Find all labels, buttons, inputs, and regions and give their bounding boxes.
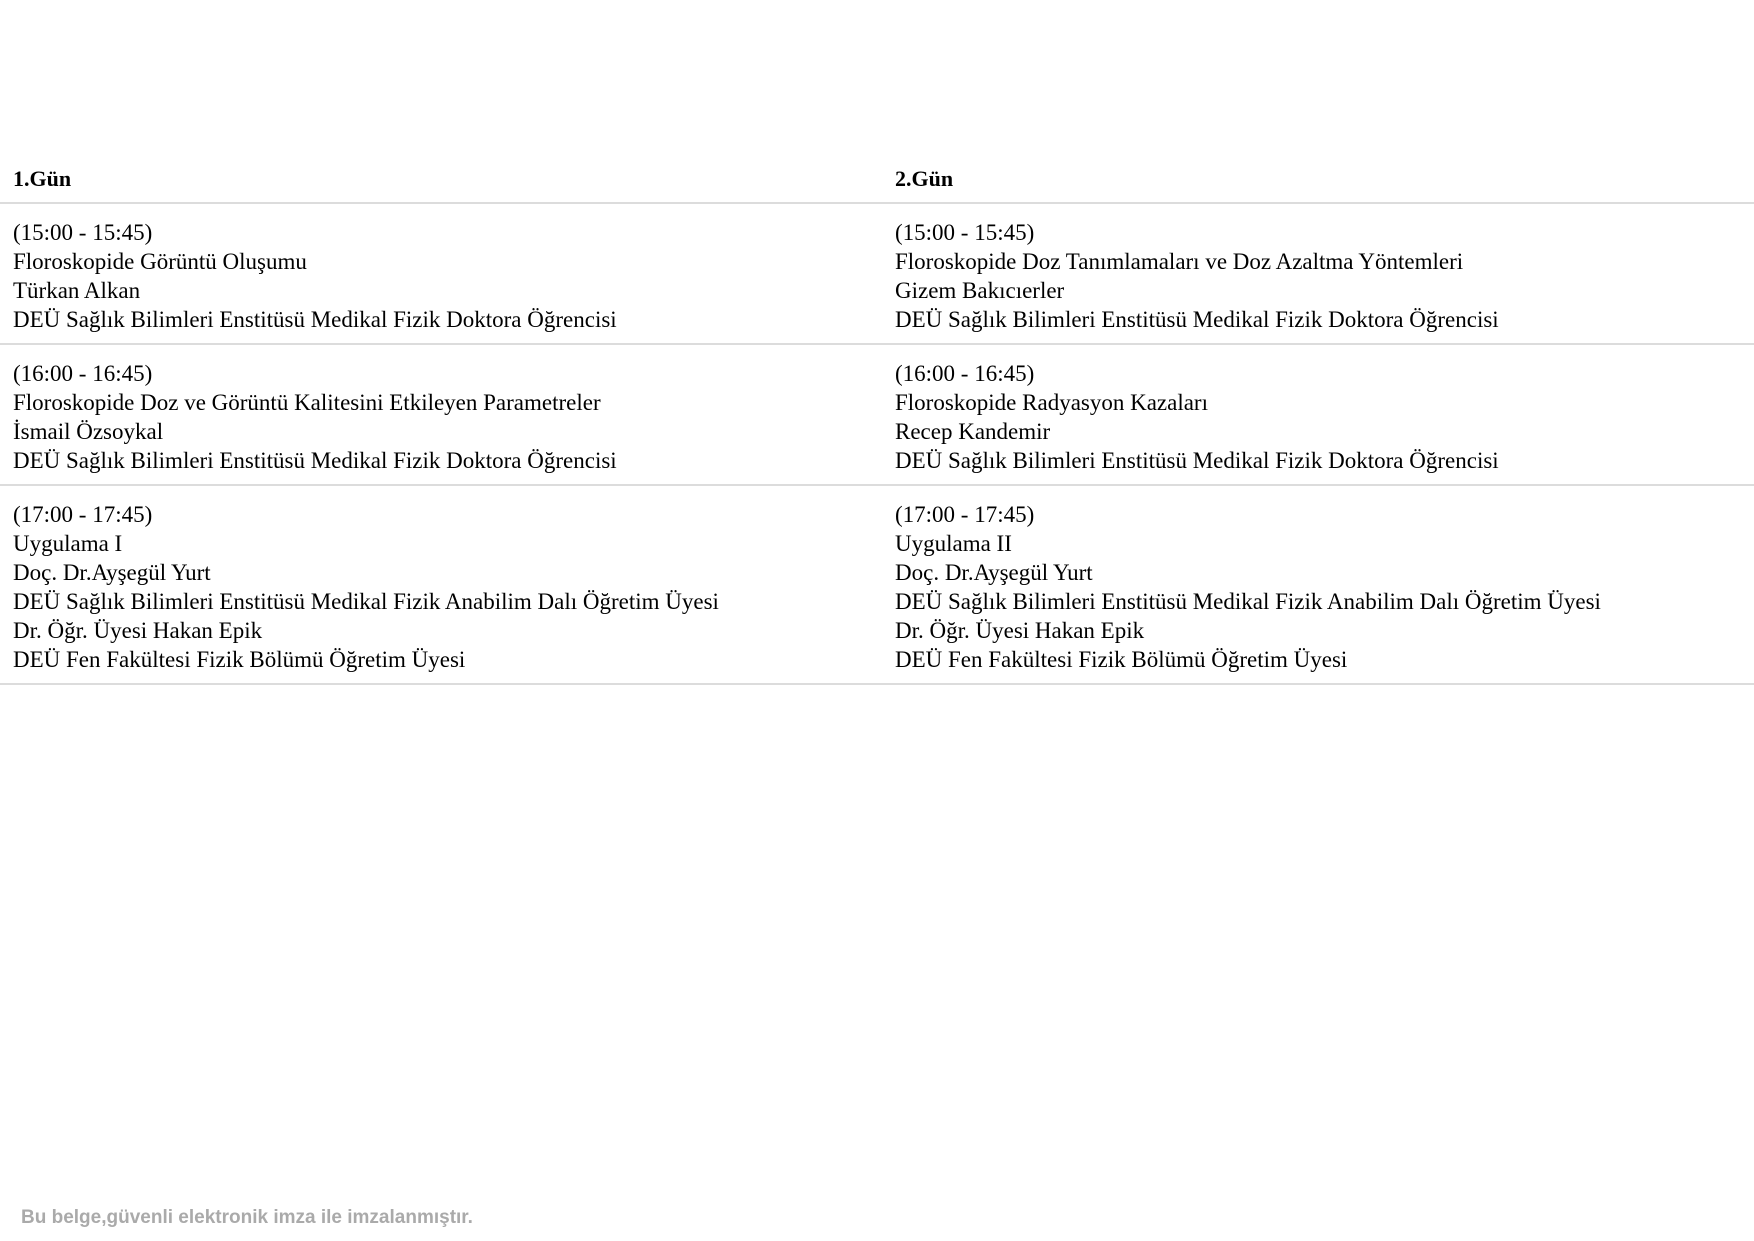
session-topic: Floroskopide Doz Tanımlamaları ve Doz Azaltma Yöntemleri	[895, 249, 1464, 274]
session-topic: Uygulama I	[13, 531, 123, 556]
speaker-affiliation: DEÜ Sağlık Bilimleri Enstitüsü Medikal Fizik Anabilim Dalı Öğretim Üyesi	[895, 589, 1601, 614]
table-row	[0, 345, 1754, 486]
speaker-name: Dr. Öğr. Üyesi Hakan Epik	[895, 618, 1145, 643]
day-1-session-3	[0, 500, 882, 674]
day-1-session-2	[0, 359, 882, 475]
speaker-affiliation: DEÜ Sağlık Bilimleri Enstitüsü Medikal Fizik Doktora Öğrencisi	[895, 307, 1499, 332]
speaker-name: Recep Kandemir	[895, 419, 1051, 444]
speaker-affiliation: DEÜ Fen Fakültesi Fizik Bölümü Öğretim Üyesi	[895, 647, 1348, 672]
speaker-name: İsmail Özsoykal	[13, 419, 164, 444]
table-header-row	[0, 154, 1754, 204]
day-2-session-2	[882, 359, 1754, 475]
session-topic: Floroskopide Görüntü Oluşumu	[13, 249, 307, 274]
session-time: (16:00 - 16:45)	[895, 361, 1035, 386]
session-topic: Floroskopide Radyasyon Kazaları	[895, 390, 1208, 415]
speaker-name: Türkan Alkan	[13, 278, 141, 303]
e-signature-note: Bu belge,güvenli elektronik imza ile imzalanmıştır.	[21, 1207, 473, 1228]
speaker-affiliation: DEÜ Fen Fakültesi Fizik Bölümü Öğretim Üyesi	[13, 647, 466, 672]
day-1-title: 1.Gün	[13, 166, 72, 191]
speaker-name: Doç. Dr.Ayşegül Yurt	[895, 560, 1093, 585]
day-1-header-cell	[0, 163, 882, 193]
schedule-table	[0, 154, 1754, 685]
speaker-name: Doç. Dr.Ayşegül Yurt	[13, 560, 211, 585]
session-time: (17:00 - 17:45)	[13, 502, 153, 527]
session-time: (16:00 - 16:45)	[13, 361, 153, 386]
speaker-affiliation: DEÜ Sağlık Bilimleri Enstitüsü Medikal Fizik Doktora Öğrencisi	[13, 448, 617, 473]
day-2-header-cell	[882, 163, 1754, 193]
day-2-title: 2.Gün	[895, 166, 954, 191]
day-2-session-3	[882, 500, 1754, 674]
speaker-affiliation: DEÜ Sağlık Bilimleri Enstitüsü Medikal Fizik Anabilim Dalı Öğretim Üyesi	[13, 589, 719, 614]
session-time: (15:00 - 15:45)	[13, 220, 153, 245]
speaker-affiliation: DEÜ Sağlık Bilimleri Enstitüsü Medikal Fizik Doktora Öğrencisi	[13, 307, 617, 332]
session-time: (17:00 - 17:45)	[895, 502, 1035, 527]
speaker-affiliation: DEÜ Sağlık Bilimleri Enstitüsü Medikal Fizik Doktora Öğrencisi	[895, 448, 1499, 473]
session-topic: Uygulama II	[895, 531, 1012, 556]
table-row	[0, 204, 1754, 345]
session-topic: Floroskopide Doz ve Görüntü Kalitesini Etkileyen Parametreler	[13, 390, 601, 415]
day-1-session-1	[0, 218, 882, 334]
session-time: (15:00 - 15:45)	[895, 220, 1035, 245]
day-2-session-1	[882, 218, 1754, 334]
speaker-name: Dr. Öğr. Üyesi Hakan Epik	[13, 618, 263, 643]
speaker-name: Gizem Bakıcıerler	[895, 278, 1065, 303]
table-row	[0, 486, 1754, 685]
